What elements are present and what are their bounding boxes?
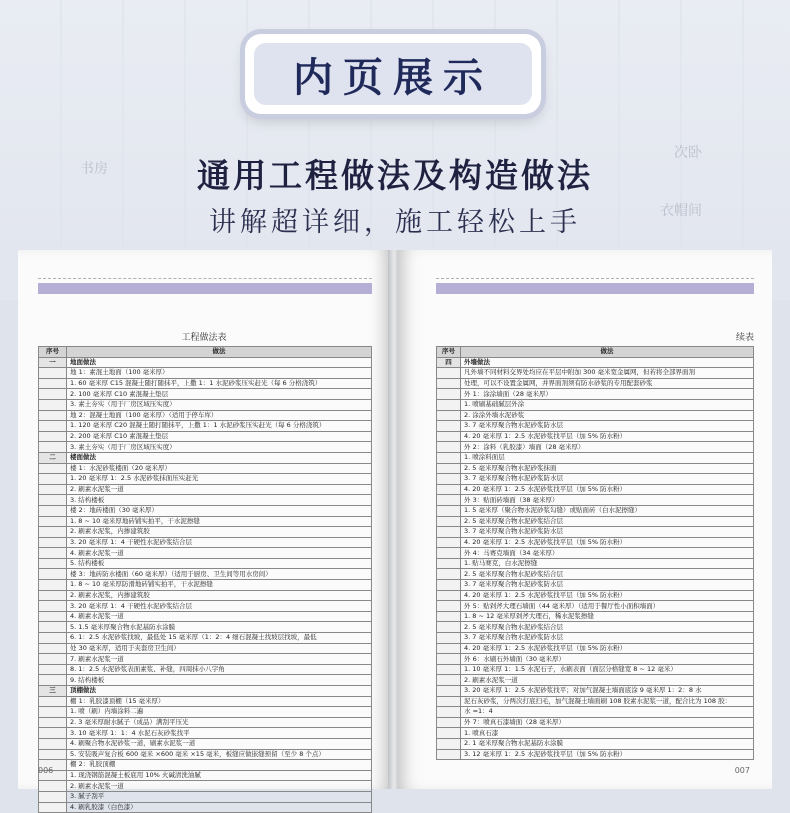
row-text-cell: 5. 安装吸声复合板 600 毫米 ×600 毫米 ×15 毫米，板缝应做嵌缝预留（至少 8 个点） — [67, 749, 372, 760]
table-row — [437, 707, 754, 718]
table-category-row — [437, 357, 754, 368]
table-category-row — [39, 686, 372, 697]
table-row — [39, 749, 372, 760]
row-number-cell — [437, 421, 461, 432]
row-text-cell: 楼 2：地砖楼面（30 毫米厚） — [67, 505, 372, 516]
row-number-cell — [39, 738, 67, 749]
row-text-cell: 1. 60 毫米厚 C15 混凝土随打随抹平，上撒 1：1 水泥砂浆压实赶光（每 6 分格浇筑） — [67, 378, 372, 389]
book-page-right — [398, 250, 772, 789]
row-text-cell: 4. 20 毫米厚 1：2.5 水泥砂浆找平层（加 5% 防水粉） — [461, 431, 754, 442]
row-number-cell — [437, 580, 461, 591]
row-number-cell — [39, 463, 67, 474]
row-text-cell: 外 1：涂涂墙面（28 毫米厚） — [461, 389, 754, 400]
table-row — [437, 463, 754, 474]
row-text-cell: 楼面做法 — [67, 452, 372, 463]
row-text-cell: 2. 涂涂外墙水泥砂浆 — [461, 410, 754, 421]
row-number-cell — [39, 696, 67, 707]
row-number-cell — [39, 781, 67, 792]
table-row — [39, 770, 372, 781]
page-rule — [436, 278, 754, 279]
row-number-cell — [437, 675, 461, 686]
table-row — [437, 442, 754, 453]
row-number-cell — [437, 633, 461, 644]
table-row — [39, 664, 372, 675]
table-row — [437, 410, 754, 421]
row-text-cell: 外 5：贴剁斧大理石墙面（44 毫米厚）（适用于餐厅性小面积墙面） — [461, 601, 754, 612]
row-number-cell — [39, 675, 67, 686]
row-text-cell: 水 =1：4 — [461, 707, 754, 718]
row-number-cell — [39, 791, 67, 802]
row-number-cell — [39, 484, 67, 495]
row-text-cell: 楼 1：水泥砂浆楼面（20 毫米厚） — [67, 463, 372, 474]
row-text-cell: 2. 5 毫米厚聚合物水泥砂浆结合层 — [461, 516, 754, 527]
row-number-cell — [39, 431, 67, 442]
table-row — [437, 421, 754, 432]
row-number-cell — [39, 421, 67, 432]
row-text-cell: 3. 结构楼板 — [67, 495, 372, 506]
row-number-cell — [39, 537, 67, 548]
column-header-number: 序号 — [437, 347, 461, 358]
row-text-cell: 5. 1.5 毫米厚聚合物水泥基防水涂膜 — [67, 622, 372, 633]
row-text-cell: 2. 3 毫米厚耐水腻子（成品）满刮平压光 — [67, 717, 372, 728]
row-number-cell — [437, 749, 461, 760]
row-text-cell: 地 1：素混土地面（100 毫米厚） — [67, 368, 372, 379]
row-text-cell: 1. 120 毫米厚 C20 混凝土随打随抹平，上撒 1：1 水泥砂浆压实赶光（每 6 分格浇筑） — [67, 421, 372, 432]
row-text-cell: 外 4：马赛克墙面（34 毫米厚） — [461, 548, 754, 559]
row-text-cell: 3. 素土夯实（用于厂房区域压实度） — [67, 442, 372, 453]
table-row — [39, 389, 372, 400]
table-row — [437, 569, 754, 580]
column-header-number: 序号 — [39, 347, 67, 358]
table-row — [39, 717, 372, 728]
row-text-cell: 2. 刷素水泥浆一道 — [67, 484, 372, 495]
column-header-method: 做法 — [67, 347, 372, 358]
row-text-cell: 4. 20 毫米厚 1：2.5 水泥砂浆找平层（加 5% 防水粉） — [461, 484, 754, 495]
table-row — [437, 696, 754, 707]
row-text-cell: 楼 3：地砖防水楼面（60 毫米厚）（适用于厨房、卫生间等用水房间） — [67, 569, 372, 580]
row-text-cell: 7. 刷素水泥浆一道 — [67, 654, 372, 665]
row-number-cell — [437, 484, 461, 495]
table-row — [39, 696, 372, 707]
row-number-cell — [39, 558, 67, 569]
row-text-cell: 1. 8 ~ 10 毫米厚防滑地砖铺实拍平，干水泥擦缝 — [67, 580, 372, 591]
row-text-cell: 外 2：涂料（乳胶漆）墙面（28 毫米厚） — [461, 442, 754, 453]
row-text-cell: 2. 刷素水泥浆，内掺建筑胶 — [67, 527, 372, 538]
row-number-cell — [39, 749, 67, 760]
row-text-cell: 凡外墙不同材料交界处均应在平层中附加 300 毫米宽金属网，但若将全部界面剂 — [461, 368, 754, 379]
table-row — [39, 368, 372, 379]
table-row — [437, 389, 754, 400]
page-rule — [38, 278, 372, 279]
table-row — [437, 505, 754, 516]
table-row — [437, 664, 754, 675]
row-text-cell: 3. 20 毫米厚 1：4 干硬性水泥砂浆结合层 — [67, 601, 372, 612]
page-header-band — [436, 283, 754, 294]
row-text-cell: 1. 20 毫米厚 1：2.5 水泥砂浆抹面压实赶光 — [67, 474, 372, 485]
row-text-cell: 4. 刷素水泥浆一道 — [67, 548, 372, 559]
table-row — [437, 654, 754, 665]
table-category-row — [39, 357, 372, 368]
table-row — [437, 452, 754, 463]
spec-table — [436, 346, 754, 760]
table-row — [39, 399, 372, 410]
page-number: 006 — [38, 766, 54, 775]
row-number-cell — [437, 558, 461, 569]
row-text-cell: 1. 5 毫米厚（聚合物水泥砂浆勾缝）或贴面砖（白水泥擦缝） — [461, 505, 754, 516]
table-row — [39, 622, 372, 633]
book-page-left — [18, 250, 390, 811]
row-number-cell — [39, 399, 67, 410]
table-row — [39, 601, 372, 612]
row-text-cell: 4. 刷素水泥浆一道 — [67, 611, 372, 622]
row-number-cell — [437, 611, 461, 622]
row-text-cell: 8. 1：2.5 水泥砂浆表面素浆、补缝，四周抹小八字角 — [67, 664, 372, 675]
row-number-cell — [437, 452, 461, 463]
row-number-cell — [437, 728, 461, 739]
table-row — [39, 474, 372, 485]
row-text-cell: 3. 7 毫米厚聚合物水泥砂浆防水层 — [461, 633, 754, 644]
row-number-cell — [39, 389, 67, 400]
row-number-cell — [39, 569, 67, 580]
row-number-cell — [39, 474, 67, 485]
table-row — [437, 399, 754, 410]
row-text-cell: 3. 10 毫米厚 1：1：4 水泥石灰砂浆找平 — [67, 728, 372, 739]
row-text-cell: 1. 喷涂料面层 — [461, 452, 754, 463]
table-row — [39, 505, 372, 516]
row-number-cell — [437, 495, 461, 506]
row-number-cell — [437, 378, 461, 389]
row-number-cell — [437, 654, 461, 665]
row-number-cell — [437, 601, 461, 612]
table-row — [437, 495, 754, 506]
table-row — [39, 760, 372, 771]
row-text-cell: 2. 1 毫米厚聚合物水泥基防水涂膜 — [461, 738, 754, 749]
row-text-cell: 外墙做法 — [461, 357, 754, 368]
subtitle-secondary: 讲解超详细，施工轻松上手 — [209, 207, 581, 238]
row-text-cell: 2. 刷素水泥浆，内掺建筑胶 — [67, 590, 372, 601]
table-header-row — [39, 347, 372, 358]
row-number-cell — [437, 516, 461, 527]
row-text-cell: 2. 刷素水泥浆一道 — [67, 781, 372, 792]
row-number-cell — [437, 463, 461, 474]
table-row — [39, 738, 372, 749]
row-number-cell — [39, 707, 67, 718]
page-header-band — [38, 283, 372, 294]
running-head: 续表 — [735, 333, 754, 343]
row-text-cell: 棚 2：乳胶顶棚 — [67, 760, 372, 771]
table-row — [437, 686, 754, 697]
row-number-cell — [437, 696, 461, 707]
bg-room-label-bedroom: 次卧 — [674, 145, 702, 161]
row-text-cell: 顶棚做法 — [67, 686, 372, 697]
row-number-cell — [437, 537, 461, 548]
row-number-cell — [39, 802, 67, 813]
page-number: 007 — [734, 766, 750, 775]
row-number-cell — [39, 548, 67, 559]
row-text-cell: 9. 结构楼板 — [67, 675, 372, 686]
table-row — [437, 537, 754, 548]
table-row — [437, 558, 754, 569]
row-text-cell: 5. 结构楼板 — [67, 558, 372, 569]
table-row — [39, 791, 372, 802]
table-row — [39, 421, 372, 432]
row-text-cell: 3. 7 毫米厚聚合物水泥砂浆防水层 — [461, 527, 754, 538]
row-number-cell — [437, 399, 461, 410]
row-number-cell — [437, 474, 461, 485]
row-text-cell: 2. 5 毫米厚聚合物水泥砂浆结合层 — [461, 569, 754, 580]
column-header-method: 做法 — [461, 347, 754, 358]
row-number-cell — [437, 527, 461, 538]
row-text-cell: 6. 1：2.5 水泥砂浆找坡，最低处 15 毫米厚（1：2：4 细石混凝土找坡层找坡，最低 — [67, 633, 372, 644]
table-row — [437, 431, 754, 442]
row-number-cell — [437, 707, 461, 718]
row-text-cell: 外 3：贴面砖墙面（38 毫米厚） — [461, 495, 754, 506]
row-text-cell: 4. 20 毫米厚 1：2.5 水泥砂浆找平层（加 5% 防水粉） — [461, 643, 754, 654]
row-number-cell — [437, 389, 461, 400]
table-row — [39, 590, 372, 601]
table-row — [437, 548, 754, 559]
table-row — [39, 558, 372, 569]
row-number-cell — [39, 516, 67, 527]
table-row — [437, 484, 754, 495]
row-number-cell — [39, 654, 67, 665]
row-number-cell — [437, 368, 461, 379]
row-number-cell — [437, 442, 461, 453]
row-text-cell: 处理，可以不设置金属网，并界面剂须有防水砂浆的专用配套砂浆 — [461, 378, 754, 389]
row-number-cell — [437, 738, 461, 749]
row-number-cell: 四 — [437, 357, 461, 368]
table-row — [39, 675, 372, 686]
row-text-cell: 外 7：喷真石漆墙面（28 毫米厚） — [461, 717, 754, 728]
table-row — [39, 410, 372, 421]
table-row — [39, 484, 372, 495]
row-text-cell: 泥石灰砂浆，分两次打底扫毛，加气混凝土墙面刷 108 胶素水泥浆一道，配合比为 108 胶： — [461, 696, 754, 707]
subtitle-main: 通用工程做法及构造做法 — [197, 156, 593, 195]
row-number-cell — [437, 686, 461, 697]
row-text-cell: 地面做法 — [67, 357, 372, 368]
table-row — [437, 738, 754, 749]
row-number-cell — [39, 442, 67, 453]
table-row — [39, 431, 372, 442]
row-text-cell: 1. 贴马赛克，白水泥擦缝 — [461, 558, 754, 569]
row-text-cell: 4. 刷聚合物水泥砂浆一道，刷素水泥浆一道 — [67, 738, 372, 749]
row-number-cell — [39, 368, 67, 379]
row-text-cell: 1. 喷真石漆 — [461, 728, 754, 739]
row-number-cell — [437, 505, 461, 516]
row-text-cell: 3. 7 毫米厚聚合物水泥砂浆防水层 — [461, 580, 754, 591]
row-text-cell: 外 6：水刷石外墙面（30 毫米厚） — [461, 654, 754, 665]
table-row — [437, 675, 754, 686]
table-row — [39, 537, 372, 548]
running-head: 工程做法表 — [181, 333, 227, 343]
row-text-cell: 1. 10 毫米厚 1：1.5 水泥石子，水刷表面（面层分格缝宽 8 ~ 12 毫米） — [461, 664, 754, 675]
table-row — [39, 633, 372, 644]
table-row — [39, 802, 372, 813]
table-row — [39, 442, 372, 453]
row-text-cell: 3. 7 毫米厚聚合物水泥砂浆防水层 — [461, 474, 754, 485]
row-number-cell — [39, 410, 67, 421]
row-text-cell: 1. 喷（刷）内墙涂料二遍 — [67, 707, 372, 718]
row-number-cell — [39, 495, 67, 506]
page-title: 内页展示 — [293, 54, 493, 101]
row-text-cell: 2. 5 毫米厚聚合物水泥砂浆结合层 — [461, 622, 754, 633]
row-text-cell: 1. 8 ~ 12 毫米厚剁斧大理石，稀水泥浆擦缝 — [461, 611, 754, 622]
table-row — [437, 611, 754, 622]
table-row — [437, 728, 754, 739]
row-text-cell: 棚 1：乳胶漆顶棚（15 毫米厚） — [67, 696, 372, 707]
row-number-cell — [39, 527, 67, 538]
row-text-cell: 3. 7 毫米厚聚合物水泥砂浆防水层 — [461, 421, 754, 432]
row-number-cell — [39, 643, 67, 654]
bg-room-label-study: 书房 — [80, 161, 108, 177]
row-text-cell: 3. 20 毫米厚 1：4 干硬性水泥砂浆结合层 — [67, 537, 372, 548]
row-text-cell: 3. 20 毫米厚 1：2.5 水泥砂浆找平；对加气混凝土墙面底涂 9 毫米厚 1：2：8 水 — [461, 686, 754, 697]
row-text-cell: 1. 现浇钢筋混凝土板底用 10% 火碱清洗油腻 — [67, 770, 372, 781]
table-row — [39, 527, 372, 538]
table-header-row — [437, 347, 754, 358]
row-number-cell — [39, 664, 67, 675]
row-number-cell — [39, 633, 67, 644]
row-text-cell: 4. 20 毫米厚 1：2.5 水泥砂浆找平层（加 5% 防水粉） — [461, 590, 754, 601]
row-number-cell — [437, 717, 461, 728]
table-row — [39, 707, 372, 718]
bg-room-label-closet: 衣帽间 — [660, 203, 702, 219]
row-text-cell: 3. 12 毫米厚 1：2.5 水泥砂浆找平层（加 5% 防水粉） — [461, 749, 754, 760]
table-row — [39, 548, 372, 559]
row-number-cell — [39, 505, 67, 516]
row-text-cell: 2. 5 毫米厚聚合物水泥砂浆抹面 — [461, 463, 754, 474]
table-row — [437, 516, 754, 527]
table-row — [437, 527, 754, 538]
row-number-cell — [39, 590, 67, 601]
table-row — [437, 633, 754, 644]
table-category-row — [39, 452, 372, 463]
table-row — [39, 781, 372, 792]
row-number-cell: 二 — [39, 452, 67, 463]
row-number-cell — [39, 728, 67, 739]
row-number-cell — [39, 580, 67, 591]
table-row — [39, 643, 372, 654]
row-number-cell: 三 — [39, 686, 67, 697]
table-row — [437, 643, 754, 654]
row-number-cell — [437, 622, 461, 633]
row-text-cell: 4. 20 毫米厚 1：2.5 水泥砂浆找平层（加 5% 防水粉） — [461, 537, 754, 548]
table-row — [39, 495, 372, 506]
row-number-cell — [39, 378, 67, 389]
row-text-cell: 2. 100 毫米厚 C10 素混凝土垫层 — [67, 389, 372, 400]
row-number-cell — [437, 590, 461, 601]
row-number-cell — [437, 643, 461, 654]
row-text-cell: 1. 8 ~ 10 毫米厚地砖铺实拍平，干水泥擦缝 — [67, 516, 372, 527]
table-row — [39, 580, 372, 591]
row-number-cell — [437, 410, 461, 421]
row-text-cell: 处 30 毫米厚，适用于夹套房卫生间） — [67, 643, 372, 654]
row-number-cell — [437, 431, 461, 442]
table-row — [39, 378, 372, 389]
row-text-cell: 3. 素土夯实（用于厂房区域压实度） — [67, 399, 372, 410]
table-row — [39, 728, 372, 739]
row-number-cell: 一 — [39, 357, 67, 368]
table-row — [437, 368, 754, 379]
table-row — [437, 749, 754, 760]
row-number-cell — [39, 717, 67, 728]
table-row — [39, 611, 372, 622]
table-row — [39, 569, 372, 580]
row-number-cell — [39, 622, 67, 633]
table-row — [437, 622, 754, 633]
row-text-cell: 1. 喷刷基础腻层外涂 — [461, 399, 754, 410]
row-text-cell: 4. 刷乳胶漆（白色漆） — [67, 802, 372, 813]
row-number-cell — [39, 601, 67, 612]
row-number-cell — [437, 548, 461, 559]
row-number-cell — [437, 569, 461, 580]
title-badge — [245, 34, 541, 114]
table-row — [437, 474, 754, 485]
table-row — [39, 463, 372, 474]
row-text-cell: 2. 200 毫米厚 C10 素混凝土垫层 — [67, 431, 372, 442]
row-text-cell: 地 2：混凝土地面（100 毫米厚）（适用于停车库） — [67, 410, 372, 421]
row-number-cell — [437, 664, 461, 675]
table-row — [39, 654, 372, 665]
row-text-cell: 2. 刷素水泥浆一道 — [461, 675, 754, 686]
table-row — [39, 516, 372, 527]
spec-table — [38, 346, 372, 813]
row-number-cell — [39, 611, 67, 622]
table-row — [437, 378, 754, 389]
table-row — [437, 580, 754, 591]
row-text-cell: 3. 腻子刮平 — [67, 791, 372, 802]
table-row — [437, 601, 754, 612]
table-row — [437, 590, 754, 601]
table-row — [437, 717, 754, 728]
